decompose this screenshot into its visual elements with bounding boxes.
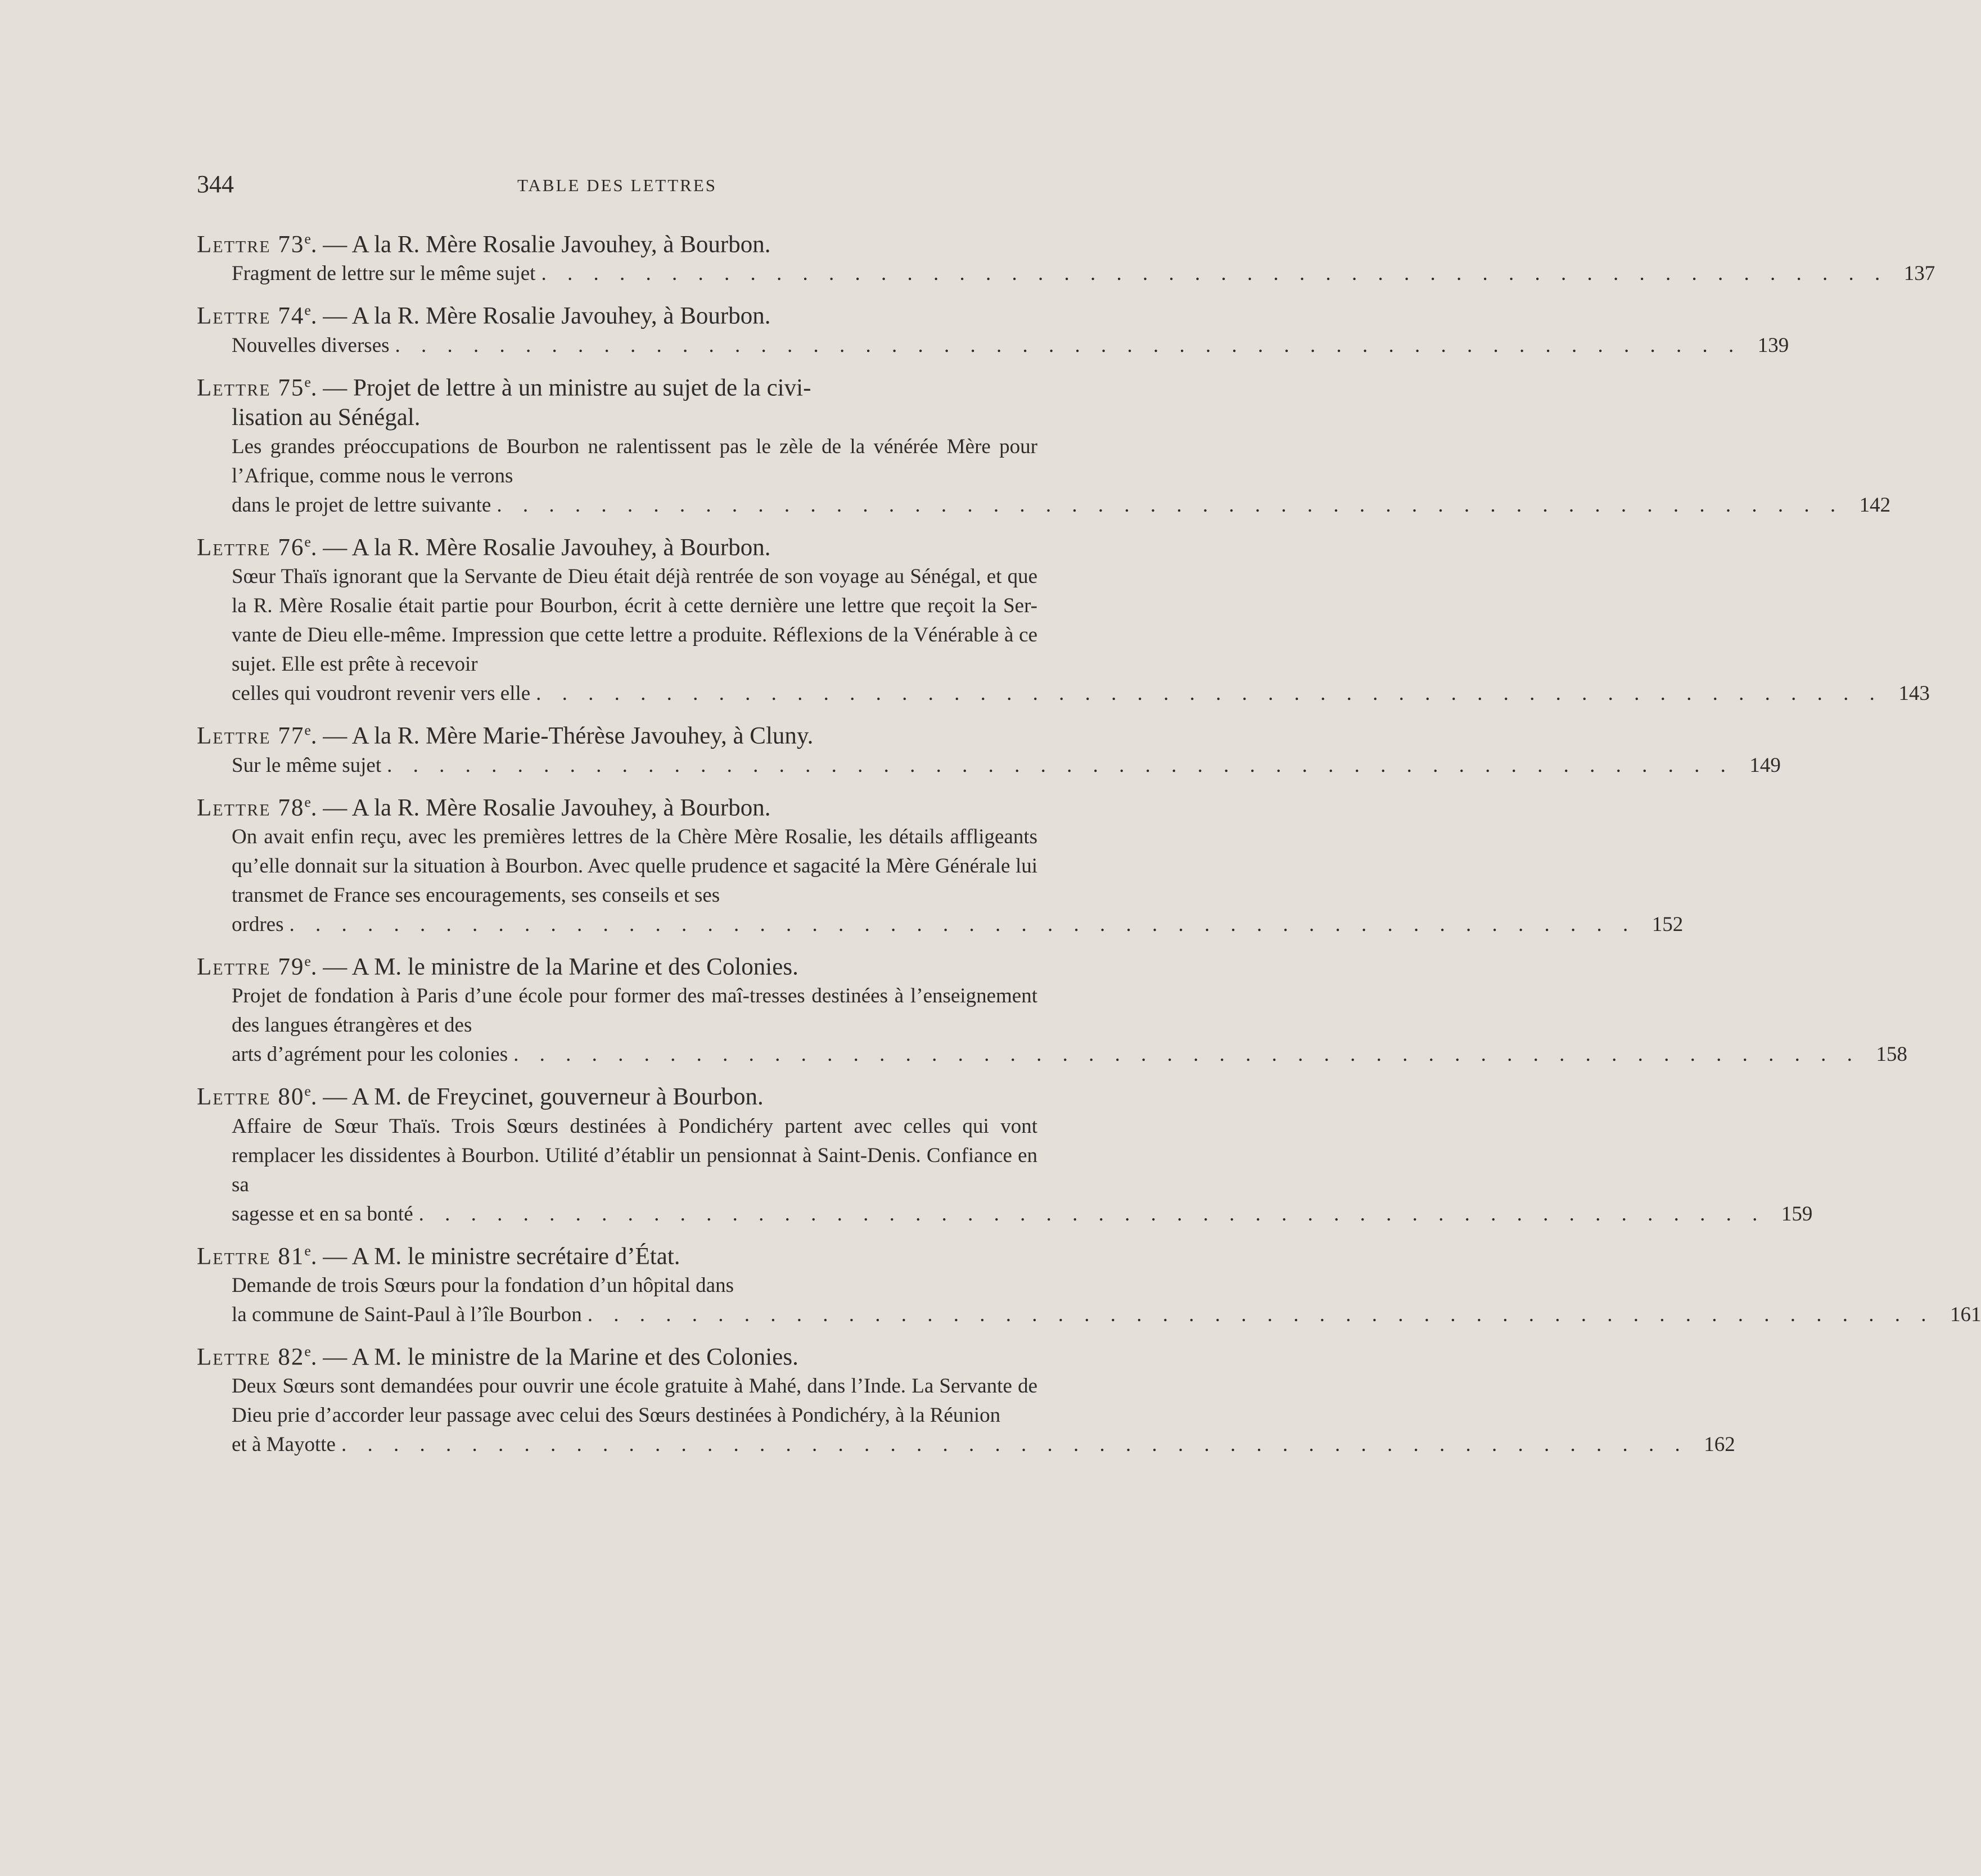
letter-heading [197, 224, 1037, 259]
summary-last-line [232, 491, 1891, 520]
ordinal-suffix: e [304, 533, 311, 550]
letter-entry [197, 946, 1907, 1069]
letter-heading [197, 527, 1037, 562]
ordinal-suffix: e [304, 952, 311, 969]
letter-recipient: . — A M. de Freycinet, gouverneur à Bourbon. [310, 1083, 764, 1110]
summary-last-text: ordres [232, 912, 284, 936]
ordinal-suffix: e [304, 1083, 311, 1100]
dot-leader: . . . . . . . . . . . . . . . . . . . . . . . . . . . . . . . . . . . . . . . . . . . . . . . . . . . . [513, 1043, 1860, 1066]
letter-recipient: . — A M. le ministre secrétaire d’État. [310, 1242, 680, 1269]
summary-last-line [232, 331, 1789, 360]
summary-last-line [232, 1430, 1735, 1459]
letter-heading [197, 1076, 1037, 1111]
letter-recipient: . — A la R. Mère Rosalie Javouhey, à Bourbon. [310, 794, 771, 821]
letter-label: Lettre 76 [197, 534, 305, 561]
dot-leader: . . . . . . . . . . . . . . . . . . . . . . . . . . . . . . . . . . . . . . . . . . . . . . . . . . . . [387, 753, 1734, 777]
letter-summary: Demande de trois Sœurs pour la fondation d’un hôpital dans [232, 1273, 734, 1297]
letter-summary: Les grandes préoccupations de Bourbon ne ralentissent pas le zèle de la vénérée Mère pour l’Afrique, comme nous le verrons [232, 435, 1037, 487]
letter-recipient: . — A M. le ministre de la Marine et des Colonies. [310, 1344, 798, 1371]
summary-last-text: Fragment de lettre sur le même sujet [232, 262, 536, 286]
letter-recipient: . — A M. le ministre de la Marine et des Colonies. [310, 953, 798, 980]
letter-recipient: . — Projet de lettre à un ministre au sujet de la civi- [310, 374, 811, 401]
page-header [197, 170, 1037, 201]
dot-leader: . . . . . . . . . . . . . . . . . . . . . . . . . . . . . . . . . . . . . . . . . . . . . . . . . . . . [341, 1433, 1688, 1457]
ordinal-suffix: e [304, 1342, 311, 1359]
letter-label: Lettre 82 [197, 1344, 305, 1371]
summary-last-line [232, 910, 1684, 939]
ordinal-suffix: e [304, 302, 311, 319]
letter-label: Lettre 77 [197, 722, 305, 749]
page-reference: 143 [1898, 682, 1930, 706]
summary-last-text: Nouvelles diverses [232, 333, 390, 357]
page-reference: 158 [1876, 1043, 1907, 1066]
letter-entry [197, 224, 1935, 288]
page-reference: 139 [1757, 333, 1789, 357]
summary-last-text: Sur le même sujet [232, 753, 382, 777]
letter-heading [197, 787, 1037, 822]
letter-heading-continuation: lisation au Sénégal. [232, 404, 421, 431]
letter-heading [197, 295, 1037, 331]
summary-last-line [232, 259, 1935, 288]
summary-last-text: celles qui voudront revenir vers elle [232, 682, 531, 706]
running-title: TABLE DES LETTRES [517, 175, 718, 195]
summary-last-text: arts d’agrément pour les colonies [232, 1043, 508, 1066]
summary-last-text: sagesse et en sa bonté [232, 1202, 413, 1226]
summary-last-text: la commune de Saint-Paul à l’île Bourbon [232, 1303, 582, 1326]
ordinal-suffix: e [304, 793, 311, 810]
letter-heading [197, 1336, 1037, 1372]
summary-last-line [232, 1200, 1813, 1229]
dot-leader: . . . . . . . . . . . . . . . . . . . . . . . . . . . . . . . . . . . . . . . . . . . . . . . . . . . . [536, 682, 1883, 706]
letter-entry [197, 1236, 1981, 1330]
letter-recipient: . — A la R. Mère Rosalie Javouhey, à Bourbon. [310, 302, 771, 329]
letter-entry [197, 295, 1789, 360]
letter-entry [197, 1076, 1813, 1228]
page-reference: 162 [1704, 1433, 1735, 1457]
dot-leader: . . . . . . . . . . . . . . . . . . . . . . . . . . . . . . . . . . . . . . . . . . . . . . . . . . . . [395, 333, 1742, 357]
letter-heading [197, 715, 1037, 751]
letter-recipient: . — A la R. Mère Rosalie Javouhey, à Bourbon. [310, 534, 771, 561]
ordinal-suffix: e [304, 722, 311, 739]
page-reference: 161 [1950, 1303, 1981, 1326]
letter-label: Lettre 73 [197, 231, 305, 258]
letter-summary: On avait enfin reçu, avec les premières lettres de la Chère Mère Rosalie, les détails affligeants qu’elle donnait sur la situation à Bourbon. Avec quelle prudence et sagacité la Mère Générale lui transmet de France ses encouragements, ses conseils et ses [232, 825, 1037, 907]
ordinal-suffix: e [304, 230, 311, 247]
letter-heading [197, 1236, 1037, 1271]
letter-summary: Projet de fondation à Paris d’une école pour former des maî-tresses destinées à l’enseignement des langues étrangères et des [232, 984, 1037, 1037]
letter-label: Lettre 80 [197, 1083, 305, 1110]
letters-table [197, 224, 1981, 1466]
letter-summary: Affaire de Sœur Thaïs. Trois Sœurs destinées à Pondichéry partent avec celles qui vont remplacer les dissidentes à Bourbon. Utilité d’établir un pensionnat à Saint-Denis. Confiance en sa [232, 1114, 1037, 1196]
letter-entry [197, 715, 1781, 780]
summary-last-text: dans le projet de lettre suivante [232, 493, 491, 517]
letter-entry [197, 787, 1684, 939]
letter-label: Lettre 78 [197, 794, 305, 821]
letter-summary: Sœur Thaïs ignorant que la Servante de Dieu était déjà rentrée de son voyage au Sénégal, et que la R. Mère Rosalie était partie pour Bourbon, écrit à cette dernière une lettre que reçoit la Ser-vante de Dieu elle-même. Impression que cette lettre a produite. Réflexions de la Vénérable à ce sujet. Elle est prête à recevoir [232, 565, 1037, 676]
letter-label: Lettre 81 [197, 1242, 305, 1269]
summary-last-line [232, 1300, 1981, 1330]
page-reference: 142 [1859, 493, 1891, 517]
dot-leader: . . . . . . . . . . . . . . . . . . . . . . . . . . . . . . . . . . . . . . . . . . . . . . . . . . . . [418, 1202, 1766, 1226]
dot-leader: . . . . . . . . . . . . . . . . . . . . . . . . . . . . . . . . . . . . . . . . . . . . . . . . . . . . [497, 493, 1844, 517]
letter-label: Lettre 74 [197, 302, 305, 329]
letter-entry [197, 367, 1891, 520]
letter-heading [197, 946, 1037, 982]
ordinal-suffix: e [304, 373, 311, 390]
letter-label: Lettre 79 [197, 953, 305, 980]
page-reference: 137 [1903, 262, 1935, 286]
letter-entry [197, 1336, 1735, 1459]
letter-recipient: . — A la R. Mère Marie-Thérèse Javouhey, à Cluny. [310, 722, 814, 749]
dot-leader: . . . . . . . . . . . . . . . . . . . . . . . . . . . . . . . . . . . . . . . . . . . . . . . . . . . . [289, 912, 1636, 936]
letter-recipient: . — A la R. Mère Rosalie Javouhey, à Bourbon. [310, 231, 771, 258]
page-reference: 152 [1651, 912, 1684, 936]
letter-heading [197, 367, 1037, 403]
ordinal-suffix: e [304, 1242, 311, 1259]
dot-leader: . . . . . . . . . . . . . . . . . . . . . . . . . . . . . . . . . . . . . . . . . . . . . . . . . . . . [541, 262, 1888, 286]
summary-last-line [232, 1040, 1907, 1069]
page-reference: 149 [1749, 753, 1781, 777]
summary-last-line [232, 751, 1781, 780]
summary-last-line [232, 679, 1930, 708]
letter-entry [197, 527, 1930, 708]
dot-leader: . . . . . . . . . . . . . . . . . . . . . . . . . . . . . . . . . . . . . . . . . . . . . . . . . . . . [587, 1303, 1934, 1326]
page-reference: 159 [1781, 1202, 1813, 1226]
letter-label: Lettre 75 [197, 374, 305, 401]
letter-summary: Deux Sœurs sont demandées pour ouvrir une école gratuite à Mahé, dans l’Inde. La Servante de Dieu prie d’accorder leur passage avec celui des Sœurs destinées à Pondichéry, à la Réunion [232, 1375, 1037, 1427]
summary-last-text: et à Mayotte [232, 1433, 336, 1457]
page-number: 344 [197, 170, 234, 198]
